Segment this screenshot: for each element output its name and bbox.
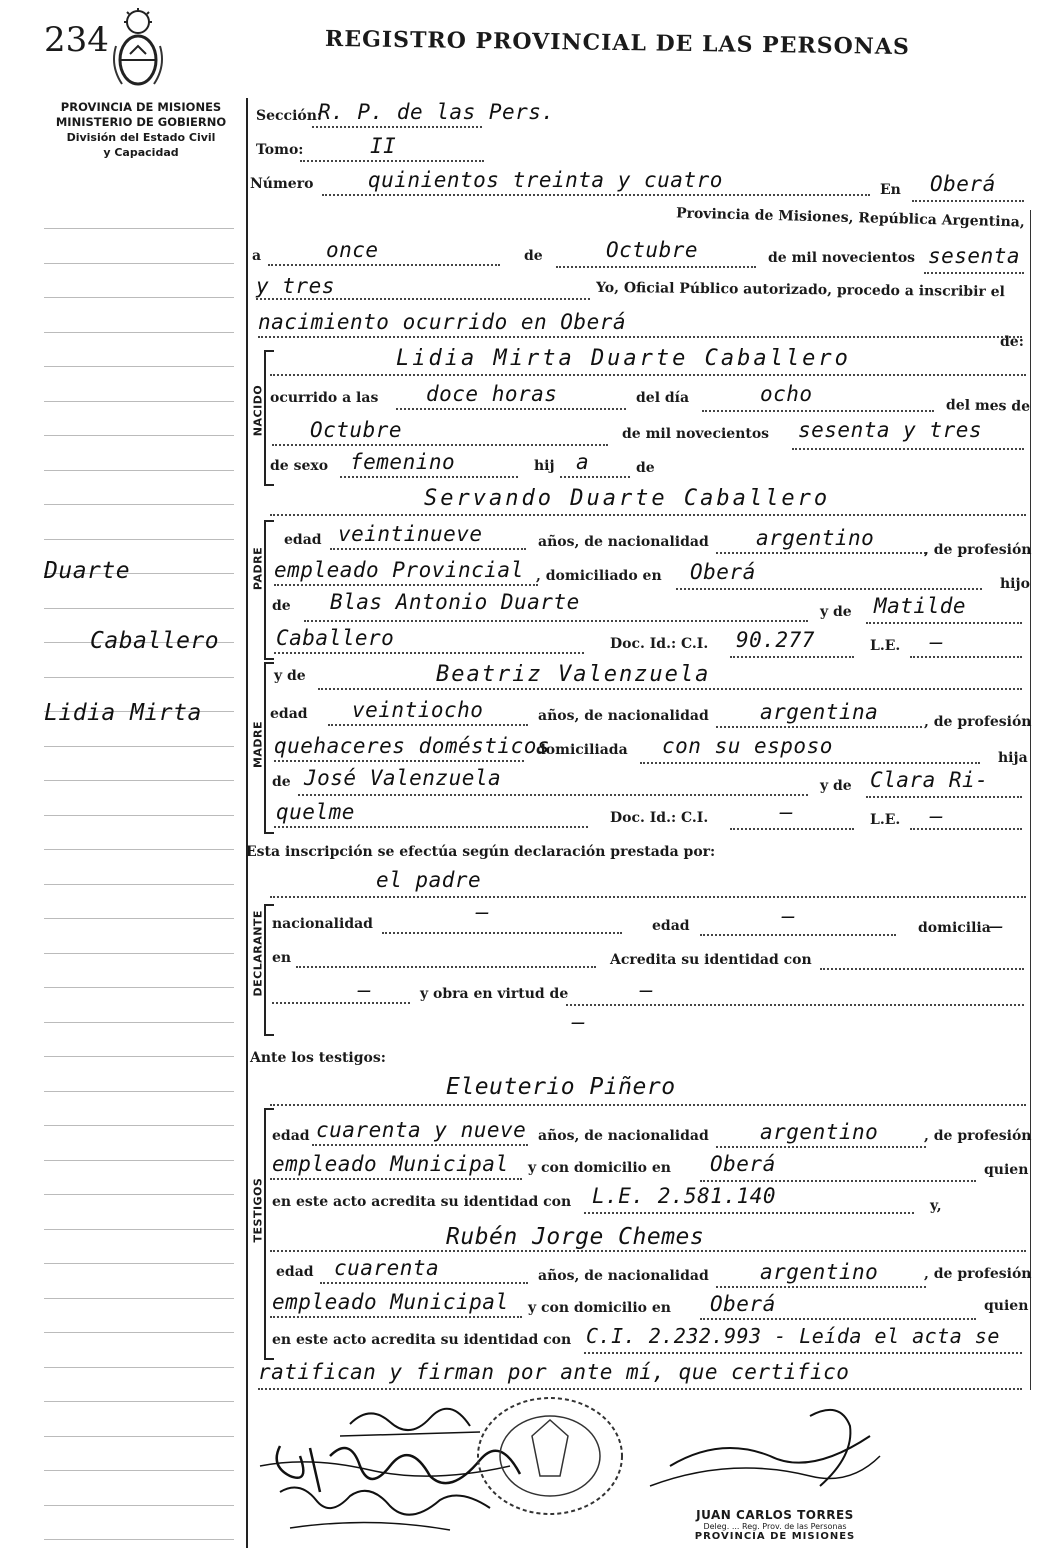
w1-dom-label: y con domicilio en: [528, 1160, 671, 1176]
w1-profession: empleado Municipal: [272, 1152, 509, 1176]
w1-address: Oberá: [710, 1152, 776, 1176]
w2-acto-label: en este acto acredita su identidad con: [272, 1332, 572, 1348]
year-value-2: y tres: [256, 274, 335, 298]
w1-nationality: argentino: [760, 1120, 879, 1144]
province-name: PROVINCIA DE MISIONES: [60, 100, 222, 114]
w2-address: Oberá: [710, 1292, 776, 1316]
month-value: Octubre: [606, 238, 699, 262]
margin-rule-line: [44, 1229, 234, 1230]
father-de-label: de: [272, 598, 291, 614]
margin-rule-line: [44, 746, 234, 747]
father-ci: 90.277: [736, 628, 815, 652]
coat-of-arms-icon: [108, 6, 168, 92]
margin-rule-line: [44, 263, 234, 264]
margin-rule-line: [44, 1332, 234, 1333]
mother-mother-2: quelme: [276, 800, 355, 824]
margin-rule-line: [44, 1194, 234, 1195]
father-mother-2: Caballero: [276, 626, 395, 650]
margin-rule-line: [44, 435, 234, 436]
a-label: a: [252, 248, 262, 264]
mother-le: —: [930, 804, 944, 828]
page-title: REGISTRO PROVINCIAL DE LAS PERSONAS: [324, 25, 911, 61]
margin-rule-line: [44, 1263, 234, 1264]
del-dia-label: del día: [636, 390, 690, 406]
birth-year-value: sesenta y tres: [798, 418, 983, 442]
section-padre-label: PADRE: [251, 546, 265, 591]
father-name: Servando Duarte Caballero: [424, 486, 831, 511]
hij-label: hij: [534, 458, 555, 474]
en-value: Oberá: [930, 172, 996, 196]
declarant-en-label: en: [272, 950, 292, 966]
declarant-nationality: —: [476, 900, 490, 924]
w1-quien-label: quien: [984, 1162, 1029, 1178]
mother-mother-1: Clara Ri-: [870, 768, 989, 792]
father-yde-label: y de: [820, 604, 852, 620]
mother-de-label: de: [272, 774, 291, 790]
margin-rule-line: [44, 1125, 234, 1126]
birth-month-value: Octubre: [310, 418, 403, 442]
mother-yde-label-2: y de: [820, 778, 852, 794]
mother-le-label: L.E.: [870, 812, 901, 828]
father-address: Oberá: [690, 560, 756, 584]
margin-rule-line: [44, 1539, 234, 1540]
margin-rule-line: [44, 677, 234, 678]
margin-rule-line: [44, 297, 234, 298]
witness1-name: Eleuterio Piñero: [446, 1074, 676, 1100]
margin-rule-line: [44, 1298, 234, 1299]
margin-rule-line: [44, 366, 234, 367]
w2-quien-label: quien: [984, 1298, 1029, 1314]
father-dom-label: , domiciliado en: [536, 568, 662, 584]
mother-address: con su esposo: [662, 734, 833, 758]
father-profession: empleado Provincial: [274, 558, 524, 582]
child-name: Lidia Mirta Duarte Caballero: [396, 346, 851, 371]
official-name: JUAN CARLOS TORRES: [696, 1508, 854, 1522]
father-nac-label: años, de nacionalidad: [538, 534, 709, 550]
margin-rule-line: [44, 815, 234, 816]
margin-given-names: Lidia Mirta: [44, 700, 202, 726]
margin-rule-line: [44, 884, 234, 885]
w2-prof-label: , de profesión: [924, 1266, 1032, 1282]
mother-hija-label: hija: [998, 750, 1028, 766]
margin-rule-line: [44, 1022, 234, 1023]
margin-rule-line: [44, 504, 234, 505]
mother-prof-label: , de profesión: [924, 714, 1032, 730]
declarant-dom-dash: —: [990, 914, 1004, 938]
de-colon-label: de:: [1000, 334, 1024, 350]
hour-value: doce horas: [426, 382, 558, 406]
declarant-acredita-label: Acredita su identidad con: [610, 952, 812, 968]
margin-rule-line: [44, 987, 234, 988]
margin-rule-line: [44, 332, 234, 333]
declarant-domicilia-label: domicilia: [918, 920, 991, 936]
margin-rule-line: [44, 1367, 234, 1368]
father-prof-label: , de profesión: [924, 542, 1032, 558]
official-block: [660, 1508, 890, 1542]
mother-profession: quehaceres domésticos: [274, 734, 551, 758]
section-testigos-label: TESTIGOS: [251, 1177, 265, 1243]
w2-id: C.I. 2.232.993 - Leída el acta se: [586, 1324, 1000, 1348]
en-label: En: [880, 182, 901, 198]
mother-nationality: argentina: [760, 700, 879, 724]
official-province: PROVINCIA DE MISIONES: [694, 1531, 856, 1542]
w2-profession: empleado Municipal: [272, 1290, 509, 1314]
mother-age: veintiocho: [352, 698, 484, 722]
del-mes-label: del mes de: [945, 397, 1031, 415]
numero-label: Número: [250, 176, 314, 192]
margin-rule-line: [44, 228, 234, 229]
de-label-2: de: [636, 460, 655, 476]
declarant-id-dash: —: [358, 978, 372, 1002]
father-father: Blas Antonio Duarte: [330, 590, 580, 614]
margin-rule-line: [44, 1401, 234, 1402]
main-column-line: [246, 98, 248, 1548]
ministry-name: MINISTERIO DE GOBIERNO: [55, 115, 227, 129]
mother-edad-label: edad: [270, 706, 308, 722]
official-title: Deleg. ... Reg. Prov. de las Personas: [703, 1522, 847, 1531]
mother-father: José Valenzuela: [304, 766, 502, 790]
year-value-1: sesenta: [928, 244, 1021, 268]
w2-age: cuarenta: [334, 1256, 440, 1280]
division-name-2: y Capacidad: [103, 146, 179, 159]
inscripcion-statement: Esta inscripción se efectúa según declaración prestada por:: [246, 844, 716, 860]
day-value: once: [326, 238, 379, 262]
margin-rule-line: [44, 401, 234, 402]
father-hijo-label: hijo: [1000, 576, 1030, 592]
right-edge-line: [1030, 210, 1031, 1390]
mother-doc-label: Doc. Id.: C.I.: [610, 810, 709, 826]
w1-age: cuarenta y nueve: [316, 1118, 527, 1142]
margin-rule-line: [44, 918, 234, 919]
birth-day-value: ocho: [760, 382, 813, 406]
father-le-label: L.E.: [870, 638, 901, 654]
w1-prof-label: , de profesión: [924, 1128, 1032, 1144]
mil2-label: de mil novecientos: [622, 426, 770, 442]
father-age: veintinueve: [338, 522, 483, 546]
margin-rule-line: [44, 470, 234, 471]
margin-rule-line: [44, 1505, 234, 1506]
w2-nac-label: años, de nacionalidad: [538, 1268, 709, 1284]
hij-suffix: a: [576, 450, 590, 474]
ocurrido-label: ocurrido a las: [270, 390, 379, 406]
mother-name: Beatriz Valenzuela: [436, 662, 711, 687]
w2-dom-label: y con domicilio en: [528, 1300, 671, 1316]
margin-rule-line: [44, 953, 234, 954]
tomo-label: Tomo:: [256, 142, 304, 158]
w1-edad-label: edad: [272, 1128, 310, 1144]
w2-edad-label: edad: [276, 1264, 314, 1280]
margin-rule-line: [44, 1160, 234, 1161]
w1-acto-label: en este acto acredita su identidad con: [272, 1194, 572, 1210]
declarant-age: —: [782, 904, 796, 928]
mother-yde-label: y de: [274, 668, 306, 684]
folio-number: 234: [44, 20, 109, 60]
margin-rule-line: [44, 1436, 234, 1437]
mother-nac-label: años, de nacionalidad: [538, 708, 709, 724]
section-madre-label: MADRE: [251, 720, 265, 769]
w2-nationality: argentino: [760, 1260, 879, 1284]
declarant-edad-label: edad: [652, 918, 690, 934]
father-le: —: [930, 630, 944, 654]
father-edad-label: edad: [284, 532, 322, 548]
section-nacido-label: NACIDO: [251, 384, 265, 437]
margin-rule-line: [44, 1470, 234, 1471]
margin-rule-line: [44, 608, 234, 609]
mother-ci: —: [780, 800, 794, 824]
father-mother-1: Matilde: [874, 594, 967, 618]
numero-value: quinientos treinta y cuatro: [368, 168, 723, 192]
event-value: nacimiento ocurrido en Oberá: [258, 310, 627, 334]
margin-surname-1: Duarte: [44, 558, 131, 584]
w1-nac-label: años, de nacionalidad: [538, 1128, 709, 1144]
margin-rule-line: [44, 849, 234, 850]
sex-value: femenino: [350, 450, 456, 474]
margin-rule-line: [44, 539, 234, 540]
closing-statement: ratifican y firman por ante mí, que certifico: [258, 1360, 850, 1384]
mother-dom-label: domiciliada: [536, 742, 628, 758]
section-declarante-label: DECLARANTE: [251, 910, 265, 997]
declarant-extra-dash: —: [572, 1010, 586, 1034]
w1-y-label: y,: [930, 1198, 942, 1214]
margin-rule-line: [44, 1056, 234, 1057]
declarant-obra-label: y obra en virtud de: [420, 986, 569, 1002]
father-doc-label: Doc. Id.: C.I.: [610, 636, 709, 652]
w1-id: L.E. 2.581.140: [592, 1184, 777, 1208]
declarant-obra-dash: —: [640, 978, 654, 1002]
declarant-nac-label: nacionalidad: [272, 916, 373, 932]
seccion-value: R. P. de las Pers.: [318, 100, 555, 124]
testigos-label: Ante los testigos:: [250, 1050, 386, 1066]
margin-rule-line: [44, 780, 234, 781]
de-label: de: [524, 248, 543, 264]
margin-rule-line: [44, 1091, 234, 1092]
yo-statement: Yo, Oficial Público autorizado, procedo a inscribir el: [595, 279, 1005, 301]
sexo-label: de sexo: [270, 458, 329, 474]
margin-surname-2: Caballero: [90, 628, 220, 654]
declarant-value: el padre: [376, 868, 482, 892]
witness2-name: Rubén Jorge Chemes: [446, 1224, 705, 1250]
division-name: División del Estado Civil: [66, 131, 216, 144]
province-line: Provincia de Misiones, República Argentina,: [675, 205, 1025, 231]
seccion-label: Sección:: [256, 108, 323, 124]
father-nationality: argentino: [756, 526, 875, 550]
issuer-block: [44, 100, 238, 160]
tomo-value: II: [370, 134, 397, 158]
mil-label: de mil novecientos: [768, 250, 916, 266]
